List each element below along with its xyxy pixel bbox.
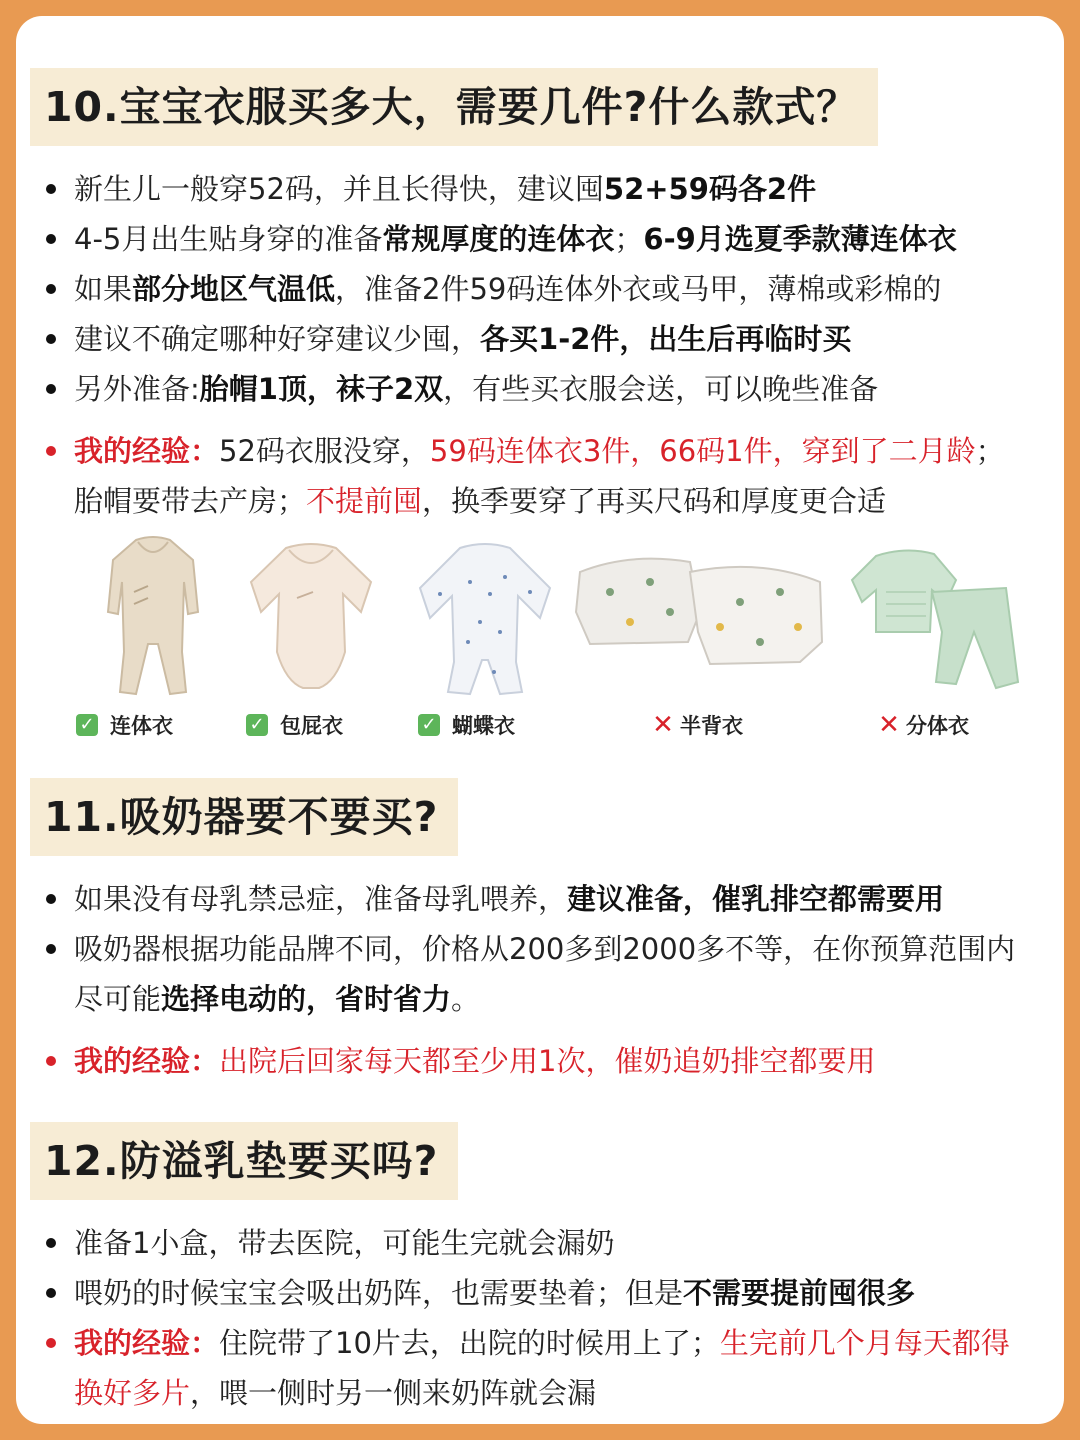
clothing-label-bodysuit: ✓ 包屁衣 [246,710,343,740]
text-run: 我的经验： [74,1044,220,1078]
text-run: 出院后回家每天都至少用1次，催奶追奶排空都要用 [219,1044,876,1078]
check-icon: ✓ [76,714,98,736]
experience-item [16,1318,1064,1418]
check-icon: ✓ [418,714,440,736]
two-piece-image [846,532,1026,702]
text-run: 生完前几个月每天都得换好多片 [74,1326,1010,1410]
text-run: 不提前囤 [306,484,423,518]
text-run: 喂奶的时候宝宝会吸出奶阵，也需要垫着；但是 [74,1276,684,1310]
text-run: 52+59码各2件 [603,172,817,206]
romper-image [68,532,238,702]
text-run: ； [614,222,644,256]
bodysuit-image [226,532,396,702]
text-run: 胎帽1顶，袜子2双 [199,372,444,406]
text-run: 59码连体衣3件，66码1件，穿到了二月龄 [429,434,976,468]
text-run: 。 [451,982,481,1016]
text-run: ，有些买衣服会送，可以晚些准备 [443,372,879,406]
clothing-label-half-back: ✕ 半背衣 [652,710,743,740]
text-run: ，喂一侧时另一侧来奶阵就会漏 [190,1376,597,1410]
list-item [16,214,1064,264]
clothing-types-row [16,532,1064,750]
content-card [16,16,1064,1424]
text-run: 吸奶器根据功能品牌不同，价格从200多到2000多不等，在你预算范围内尽可能 [74,932,1016,1016]
text-run: 如果没有母乳禁忌症，准备母乳喂养， [74,882,568,916]
text-run: 常规厚度的连体衣 [382,222,615,256]
list-item [16,314,1064,364]
text-run: 建议准备，催乳排空都需要用 [567,882,945,916]
check-icon: ✓ [246,714,268,736]
text-run: 准备1小盒，带去医院，可能生完就会漏奶 [74,1226,615,1260]
list-item [16,264,1064,314]
text-run: ，换季要穿了再买尺码和厚度更合适 [422,484,887,518]
text-run: 新生儿一般穿52码，并且长得快，建议囤 [74,172,604,206]
cross-icon: ✕ [878,710,900,740]
text-run: 另外准备: [74,372,200,406]
text-run: 我的经验： [74,434,220,468]
list-item [16,164,1064,214]
list-item [16,874,1064,924]
section-10-list [16,164,1064,526]
text-run: ，准备2件59码连体外衣或马甲，薄棉或彩棉的 [335,272,942,306]
text-run: 52码衣服没穿， [219,434,430,468]
list-item [16,364,1064,414]
text-run: 4-5月出生贴身穿的准备 [74,222,383,256]
text-run: 选择电动的，省时省力 [161,982,452,1016]
text-run: ；胎帽要带去产房； [74,434,1005,518]
text-run: 如果 [74,272,133,306]
clothing-label-romper: ✓ 连体衣 [76,710,173,740]
list-item [16,924,1064,1024]
text-run: 建议不确定哪种好穿建议少囤， [74,322,481,356]
experience-item [16,426,1064,526]
text-run: 6-9月选夏季款薄连体衣 [643,222,957,256]
clothing-label-butterfly-suit: ✓ 蝴蝶衣 [418,710,515,740]
section-12-list [16,1218,1064,1418]
text-run: 部分地区气温低 [132,272,336,306]
list-item [16,1218,1064,1268]
section-12-title: 12.防溢乳垫要买吗? [30,1122,458,1200]
cross-icon: ✕ [652,710,674,740]
butterfly-suit-image [400,532,570,702]
section-11-title: 11.吸奶器要不要买? [30,778,458,856]
clothing-label-two-piece: ✕ 分体衣 [878,710,969,740]
section-11-list [16,874,1064,1086]
text-run: 不需要提前囤很多 [683,1276,916,1310]
half-back-top-image [570,532,830,702]
text-run: 我的经验： [74,1326,220,1360]
section-10-title: 10.宝宝衣服买多大，需要几件?什么款式？ [30,68,878,146]
experience-item [16,1036,1064,1086]
list-item [16,1268,1064,1318]
text-run: 各买1-2件，出生后再临时买 [480,322,852,356]
text-run: 住院带了10片去，出院的时候用上了； [219,1326,720,1360]
